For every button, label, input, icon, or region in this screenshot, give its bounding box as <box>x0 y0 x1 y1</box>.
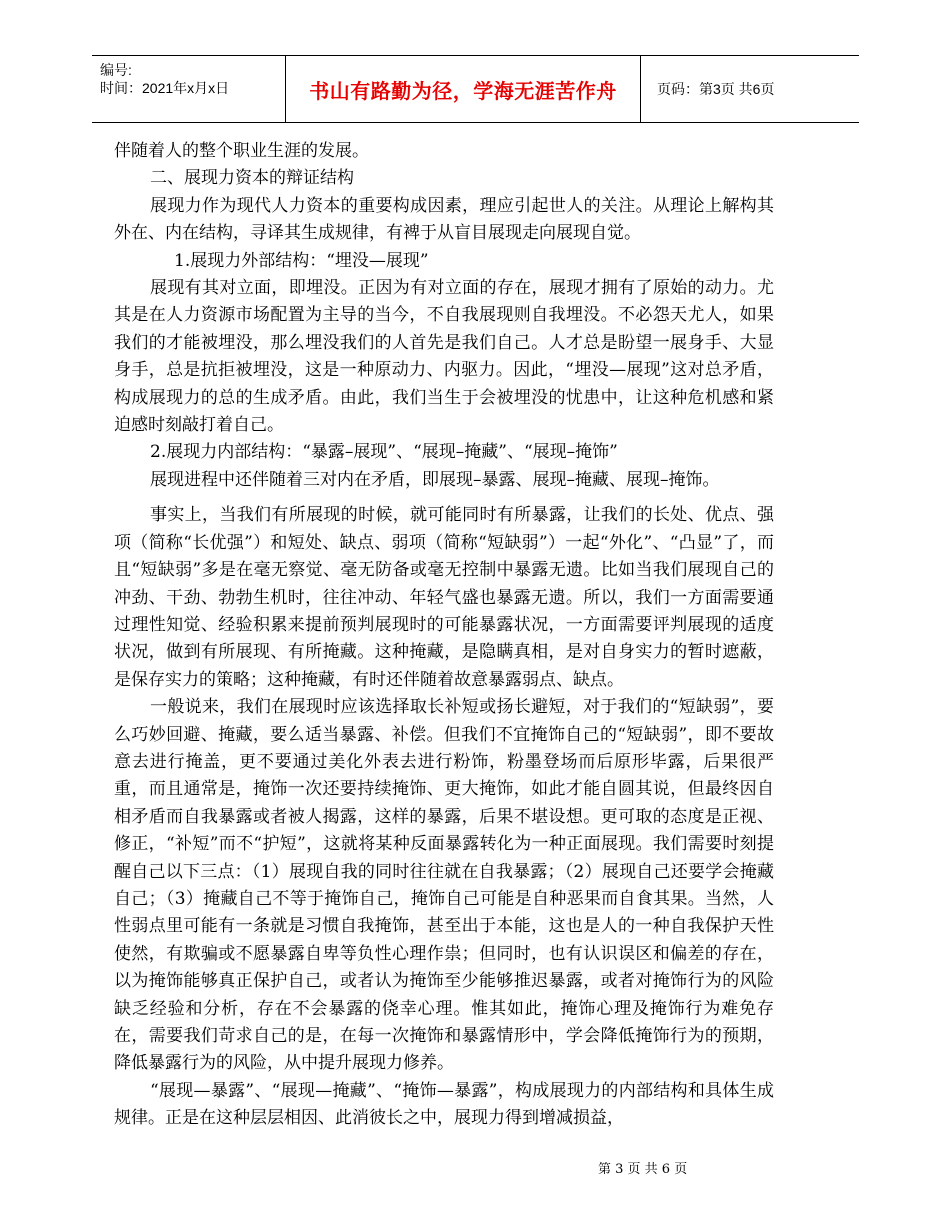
paragraph: 展现力作为现代人力资本的重要构成因素，理应引起世人的关注。从理论上解构其外在、内在结构，寻译其生成规律，有裨于从盲目展现走向展现自觉。 <box>114 195 774 244</box>
section-heading: 二、展现力资本的辩证结构 <box>150 168 354 189</box>
page-info-text: 页码：第3页 共6页 <box>657 81 775 97</box>
paragraph: 展现进程中还伴随着三对内在矛盾，即展现–暴露、展现–掩藏、展现–掩饰。 <box>150 469 720 490</box>
paragraph: “展现—暴露”、“展现—掩藏”、“掩饰—暴露”，构成展现力的内部结构和具体生成规律。正是在这种层层相因、此消彼长之中，展现力得到增减损益， <box>114 1080 774 1129</box>
header-page-info <box>641 56 859 122</box>
subsection-heading: 1.展现力外部结构：“埋没—展现” <box>174 250 429 271</box>
motto-text: 书山有路勤为径，学海无涯苦作舟 <box>309 78 617 103</box>
number-label: 编号: <box>100 62 132 78</box>
page-header <box>92 55 859 123</box>
paragraph: 事实上，当我们有所展现的时候，就可能同时有所暴露，让我们的长处、优点、强项（简称“长优强”）和短处、缺点、弱项（简称“短缺弱”）一起“外化”、“凸显”了，而且“短缺弱”多是在毫无察觉、毫无防备或毫无控制中暴露无遗。比如当我们展现自己的冲劲、干劲、勃勃生机时，往往冲动、年轻气盛也暴露无遗。所以，我们一方面需要通过理性知觉、经验积累来提前预判展现时的可能暴露状况，一方面需要评判展现的适度状况，做到有所展现、有所掩藏。这种掩藏，是隐瞒真相，是对自身实力的暂时遮蔽，是保存实力的策略；这种掩藏，有时还伴随着故意暴露弱点、缺点。 <box>114 505 774 690</box>
header-motto <box>285 56 641 122</box>
paragraph: 一般说来，我们在展现时应该选择取长补短或扬长避短，对于我们的“短缺弱”，要么巧妙回避、掩藏，要么适当暴露、补偿。但我们不宜掩饰自己的“短缺弱”，即不要故意去进行掩盖，更不要通过美化外表去进行粉饰，粉墨登场而后原形毕露，后果很严重，而且通常是，掩饰一次还要持续掩饰、更大掩饰，如此才能自圆其说，但最终因自相矛盾而自我暴露或者被人揭露，这样的暴露，后果不堪设想。更可取的态度是正视、修正，“补短”而不“护短”，这就将某种反面暴露转化为一种正面展现。我们需要时刻提醒自己以下三点：（1）展现自我的同时往往就在自我暴露；（2）展现自己还要学会掩藏自己；（3）掩藏自己不等于掩饰自己，掩饰自己可能是自种恶果而自食其果。当然，人性弱点里可能有一条就是习惯自我掩饰，甚至出于本能，这也是人的一种自我保护天性使然，有欺骗或不愿暴露自卑等负性心理作祟；但同时，也有认识误区和偏差的存在，以为掩饰能够真正保护自己，或者认为掩饰至少能够推迟暴露，或者对掩饰行为的风险缺乏经验和分析，存在不会暴露的侥幸心理。惟其如此，掩饰心理及掩饰行为难免存在，需要我们苛求自己的是，在每一次掩饰和暴露情形中，学会降低掩饰行为的预期，降低暴露行为的风险，从中提升展现力修养。 <box>114 697 774 1074</box>
subsection-heading: 2.展现力内部结构：“暴露–展现”、“展现–掩藏”、“展现–掩饰” <box>150 442 618 463</box>
page-footer: 第 3 页 共 6 页 <box>598 1162 688 1177</box>
header-meta <box>92 56 285 122</box>
paragraph: 伴随着人的整个职业生涯的发展。 <box>114 141 369 161</box>
paragraph: 展现有其对立面，即埋没。正因为有对立面的存在，展现才拥有了原始的动力。尤其是在人力资源市场配置为主导的当今，不自我展现则自我埋没。不必怨天尤人，如果我们的才能被埋没，那么埋没我们的人首先是我们自己。人才总是盼望一展身手、大显身手，总是抗拒被埋没，这是一种原动力、内驱力。因此，“埋没—展现”这对总矛盾，构成展现力的总的生成矛盾。由此，我们当生于会被埋没的忧患中，让这种危机感和紧迫感时刻敲打着自己。 <box>114 278 774 436</box>
time-label: 时间：2021年x月x日 <box>100 80 230 96</box>
document-body <box>114 138 774 1133</box>
